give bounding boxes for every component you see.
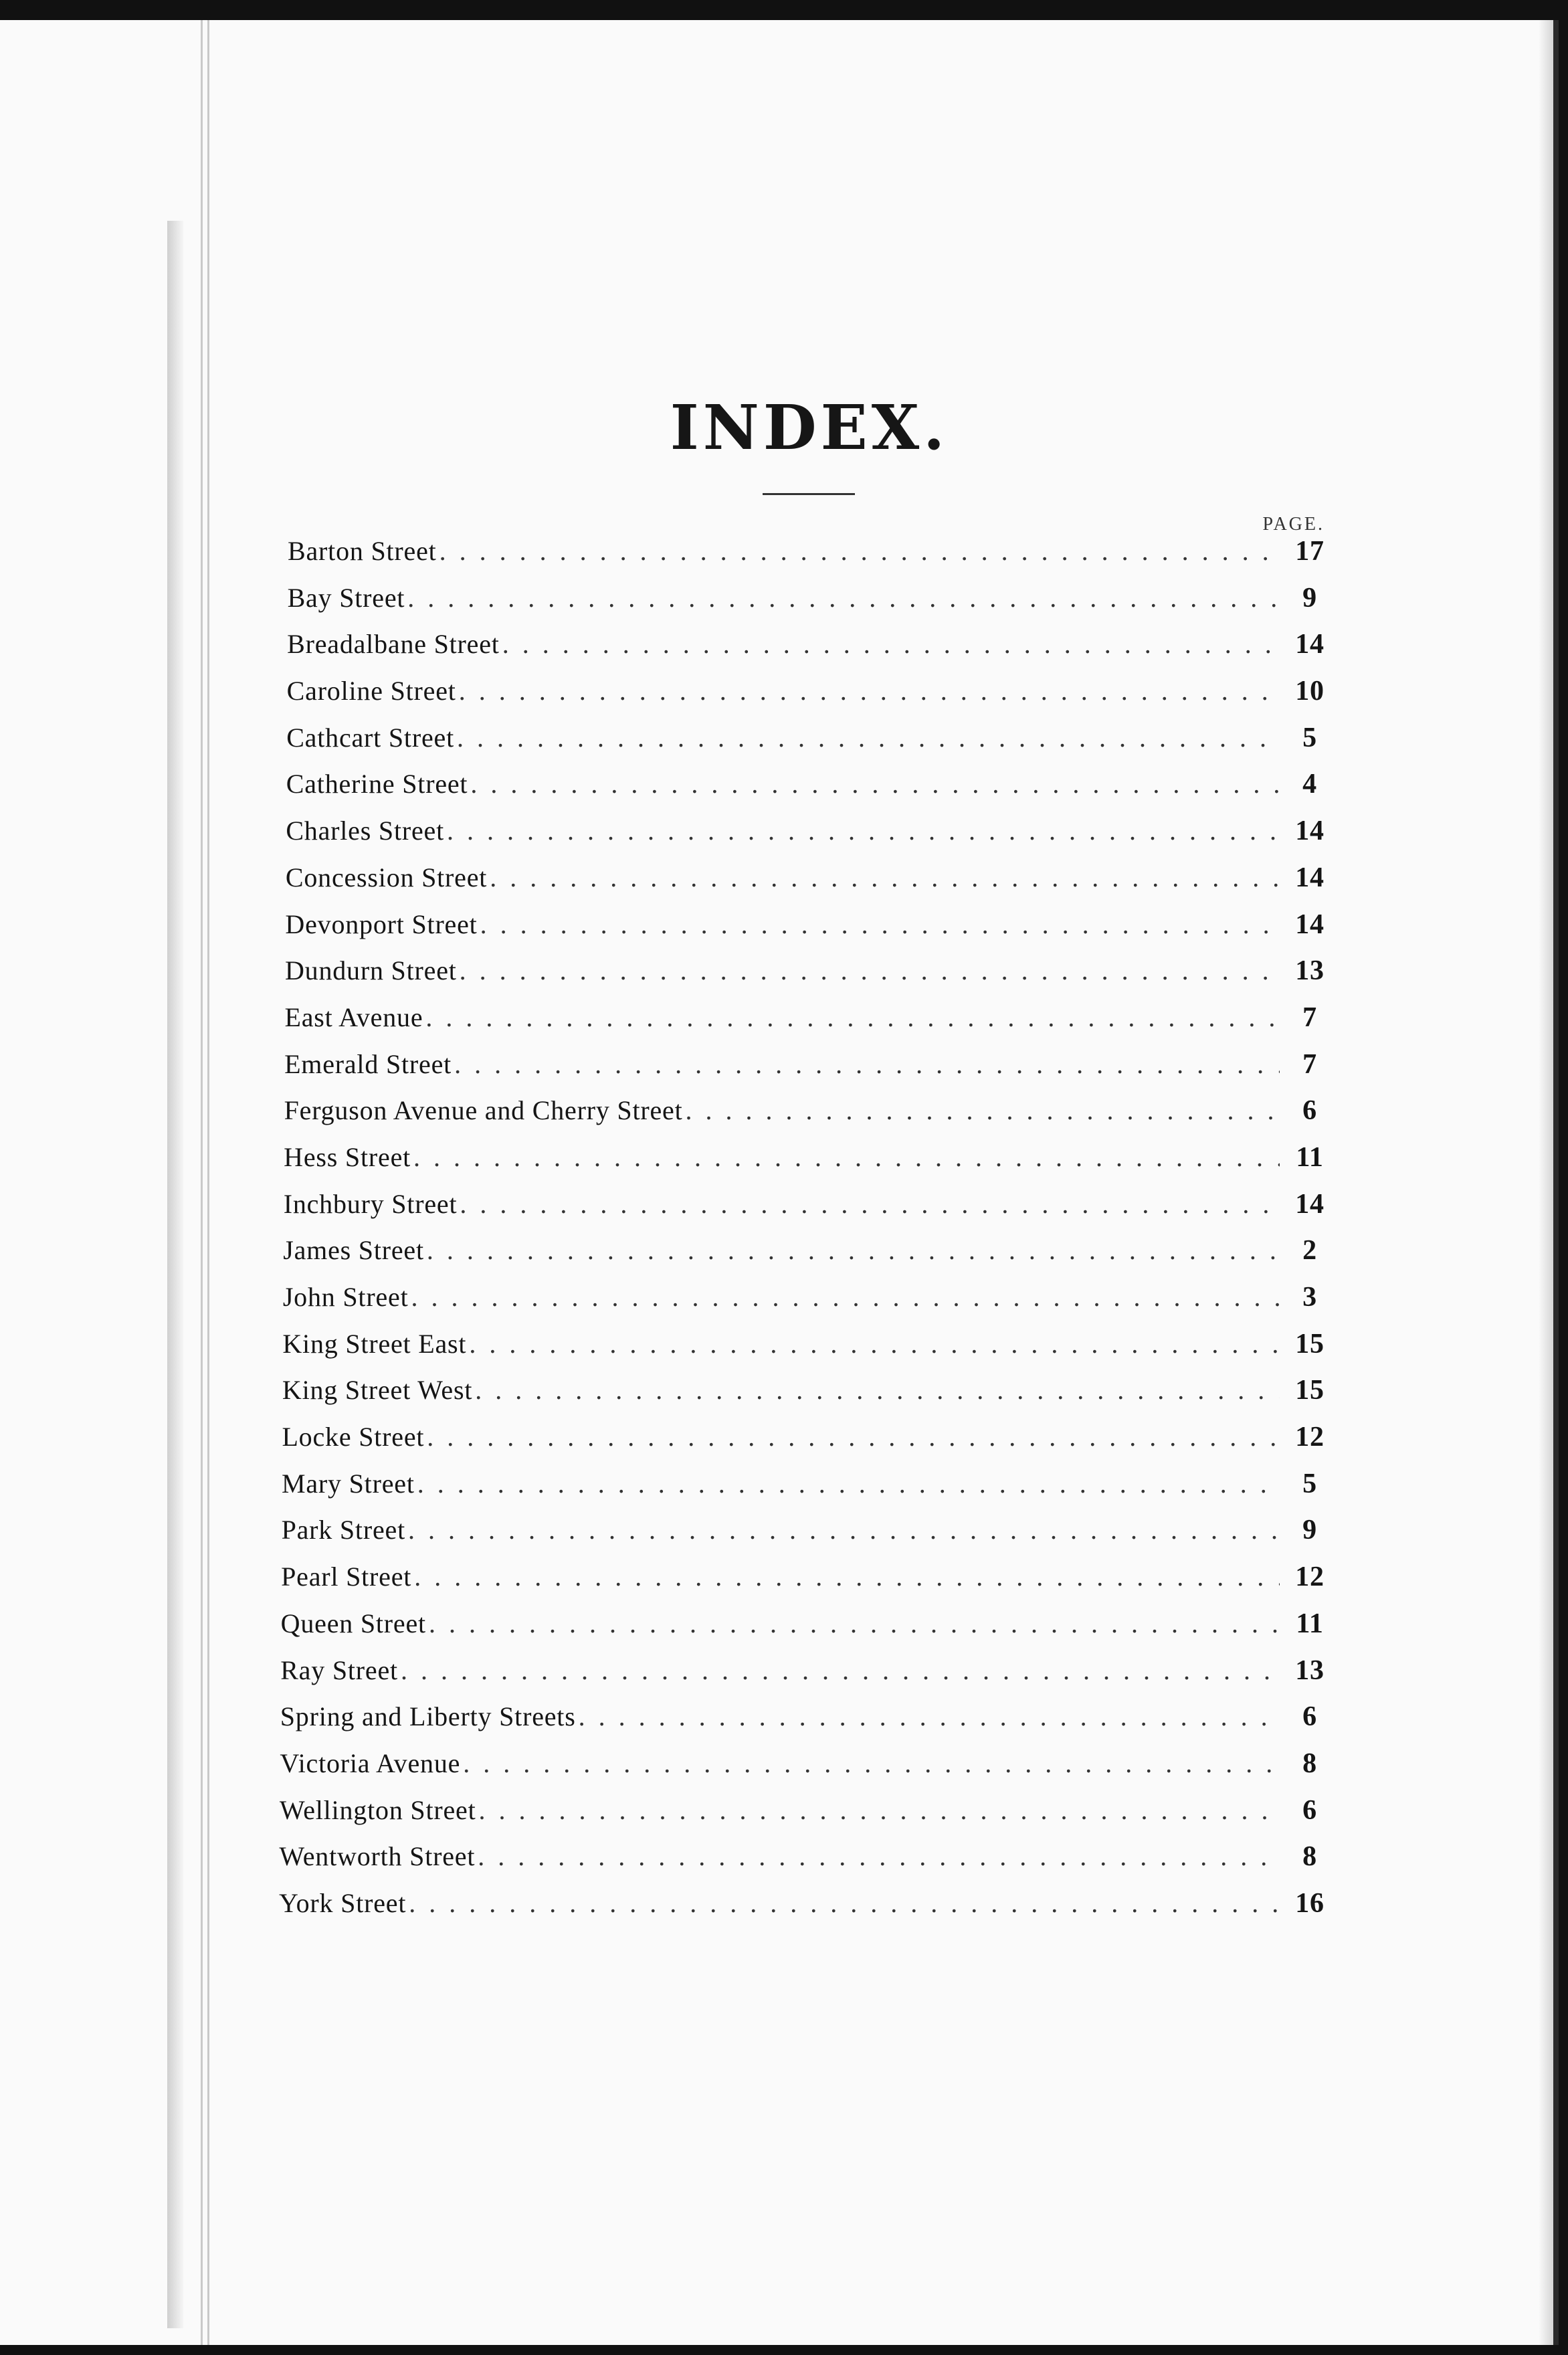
index-entry [282, 1328, 1328, 1375]
entry-name: Dundurn Street [284, 955, 457, 986]
index-heading: INDEX. [670, 391, 949, 464]
entry-page-number: 9 [1302, 582, 1317, 614]
index-entry [286, 722, 1328, 769]
index-entry [282, 1374, 1328, 1421]
entry-page-number: 14 [1295, 816, 1325, 847]
index-entry [283, 1281, 1328, 1328]
dot-leader [417, 1468, 1280, 1499]
entry-name: James Street [283, 1235, 424, 1266]
dot-leader [475, 1374, 1280, 1406]
entry-name: Wellington Street [279, 1794, 476, 1825]
index-entry [281, 1608, 1328, 1655]
dot-leader [407, 582, 1280, 614]
dot-leader [463, 1748, 1280, 1779]
entry-name: Pearl Street [281, 1562, 412, 1592]
entry-name: Catherine Street [286, 769, 468, 799]
dot-leader [454, 1048, 1280, 1080]
dot-leader [411, 1281, 1280, 1313]
dot-leader [480, 909, 1280, 940]
dot-leader [460, 1188, 1280, 1220]
dot-leader [427, 1234, 1280, 1266]
entry-page-number: 13 [1295, 1655, 1325, 1686]
dot-leader [439, 535, 1280, 567]
dot-leader [457, 722, 1280, 753]
index-entry [286, 862, 1328, 909]
entry-name: King Street West [282, 1375, 473, 1406]
index-entry [282, 1514, 1328, 1561]
entry-name: Cathcart Street [286, 722, 454, 753]
index-entry [282, 1421, 1328, 1468]
dot-leader [409, 1887, 1280, 1919]
dot-leader [447, 815, 1280, 846]
dot-leader [413, 1141, 1280, 1173]
index-entry [285, 955, 1328, 1002]
index-entry [284, 1048, 1328, 1095]
index-entry [279, 1841, 1328, 1887]
entry-name: Barton Street [288, 536, 437, 566]
entry-name: Concession Street [285, 862, 488, 892]
index-list [278, 535, 1328, 1934]
dot-leader [686, 1095, 1280, 1126]
entry-page-number: 15 [1295, 1375, 1325, 1406]
entry-page-number: 6 [1302, 1095, 1317, 1127]
entry-page-number: 2 [1302, 1235, 1317, 1266]
entry-name: York Street [278, 1887, 407, 1918]
dot-leader [490, 862, 1280, 893]
entry-page-number: 12 [1295, 1422, 1325, 1453]
index-entry [284, 1141, 1328, 1188]
index-entry [280, 1701, 1328, 1748]
index-entry [282, 1468, 1328, 1515]
index-entry [280, 1748, 1328, 1794]
entry-page-number: 15 [1295, 1328, 1325, 1359]
entry-page-number: 11 [1296, 1608, 1324, 1639]
entry-page-number: 3 [1302, 1282, 1317, 1313]
index-entry [287, 628, 1328, 675]
index-entry [288, 582, 1328, 629]
entry-name: Mary Street [282, 1468, 415, 1499]
entry-name: Caroline Street [286, 676, 456, 706]
dot-leader [425, 1002, 1280, 1033]
dot-leader [469, 1328, 1280, 1359]
index-entry [285, 909, 1328, 955]
entry-page-number: 6 [1302, 1794, 1317, 1826]
entry-name: Victoria Avenue [280, 1748, 461, 1778]
binding-shadow [167, 221, 183, 2328]
index-entry [284, 1188, 1328, 1235]
entry-page-number: 11 [1296, 1141, 1324, 1173]
entry-name: Ferguson Avenue and Cherry Street [284, 1095, 683, 1126]
page-edge [1539, 20, 1553, 2345]
dot-leader [478, 1841, 1280, 1872]
entry-page-number: 12 [1295, 1562, 1325, 1593]
entry-page-number: 17 [1295, 536, 1325, 567]
index-entry [280, 1794, 1328, 1841]
heading-rule [763, 493, 855, 495]
index-entry [286, 768, 1328, 815]
entry-name: East Avenue [284, 1002, 423, 1032]
entry-page-number: 7 [1302, 1048, 1317, 1080]
book-page [0, 20, 1559, 2345]
entry-page-number: 6 [1302, 1701, 1317, 1733]
index-entry [284, 1095, 1328, 1141]
dot-leader [460, 955, 1280, 986]
index-entry [280, 1655, 1328, 1701]
dot-leader [502, 628, 1280, 660]
entry-page-number: 4 [1302, 769, 1317, 800]
index-entry [288, 535, 1328, 582]
entry-page-number: 9 [1302, 1515, 1317, 1546]
entry-page-number: 10 [1295, 676, 1325, 707]
dot-leader [479, 1794, 1280, 1826]
entry-page-number: 5 [1302, 1468, 1317, 1499]
entry-name: Park Street [281, 1515, 405, 1545]
entry-name: Emerald Street [284, 1048, 452, 1079]
entry-name: Charles Street [286, 816, 445, 846]
entry-name: Queen Street [280, 1608, 426, 1638]
entry-page-number: 14 [1295, 909, 1325, 940]
entry-page-number: 16 [1295, 1887, 1325, 1919]
entry-name: Bay Street [287, 582, 405, 613]
dot-leader [408, 1514, 1280, 1545]
entry-name: Hess Street [284, 1141, 411, 1172]
dot-leader [470, 768, 1280, 799]
index-entry [281, 1561, 1328, 1608]
dot-leader [401, 1655, 1280, 1686]
entry-name: Locke Street [282, 1422, 425, 1452]
entry-page-number: 14 [1295, 629, 1325, 660]
entry-name: John Street [282, 1282, 409, 1312]
page-column-heading: PAGE. [1262, 514, 1325, 535]
entry-name: Devonport Street [285, 909, 478, 939]
entry-page-number: 14 [1295, 862, 1325, 893]
entry-name: Wentworth Street [279, 1841, 476, 1872]
index-entry [287, 675, 1328, 722]
entry-name: Ray Street [280, 1655, 398, 1685]
index-entry [283, 1234, 1328, 1281]
index-entry [279, 1887, 1328, 1934]
entry-page-number: 13 [1295, 955, 1325, 987]
binding-line [207, 20, 209, 2345]
dot-leader [459, 675, 1280, 706]
dot-leader [414, 1561, 1280, 1592]
index-entry [286, 815, 1328, 862]
dot-leader [579, 1701, 1280, 1732]
entry-name: Breadalbane Street [287, 629, 500, 660]
entry-page-number: 7 [1302, 1002, 1317, 1033]
index-entry [285, 1002, 1329, 1048]
entry-page-number: 8 [1302, 1748, 1317, 1779]
entry-page-number: 8 [1302, 1841, 1317, 1873]
entry-page-number: 14 [1295, 1188, 1325, 1220]
entry-name: Inchbury Street [283, 1188, 458, 1219]
entry-name: King Street East [282, 1328, 467, 1359]
dot-leader [427, 1421, 1280, 1452]
binding-line [201, 20, 203, 2345]
entry-page-number: 5 [1302, 722, 1317, 753]
entry-name: Spring and Liberty Streets [280, 1701, 576, 1732]
dot-leader [429, 1608, 1280, 1639]
